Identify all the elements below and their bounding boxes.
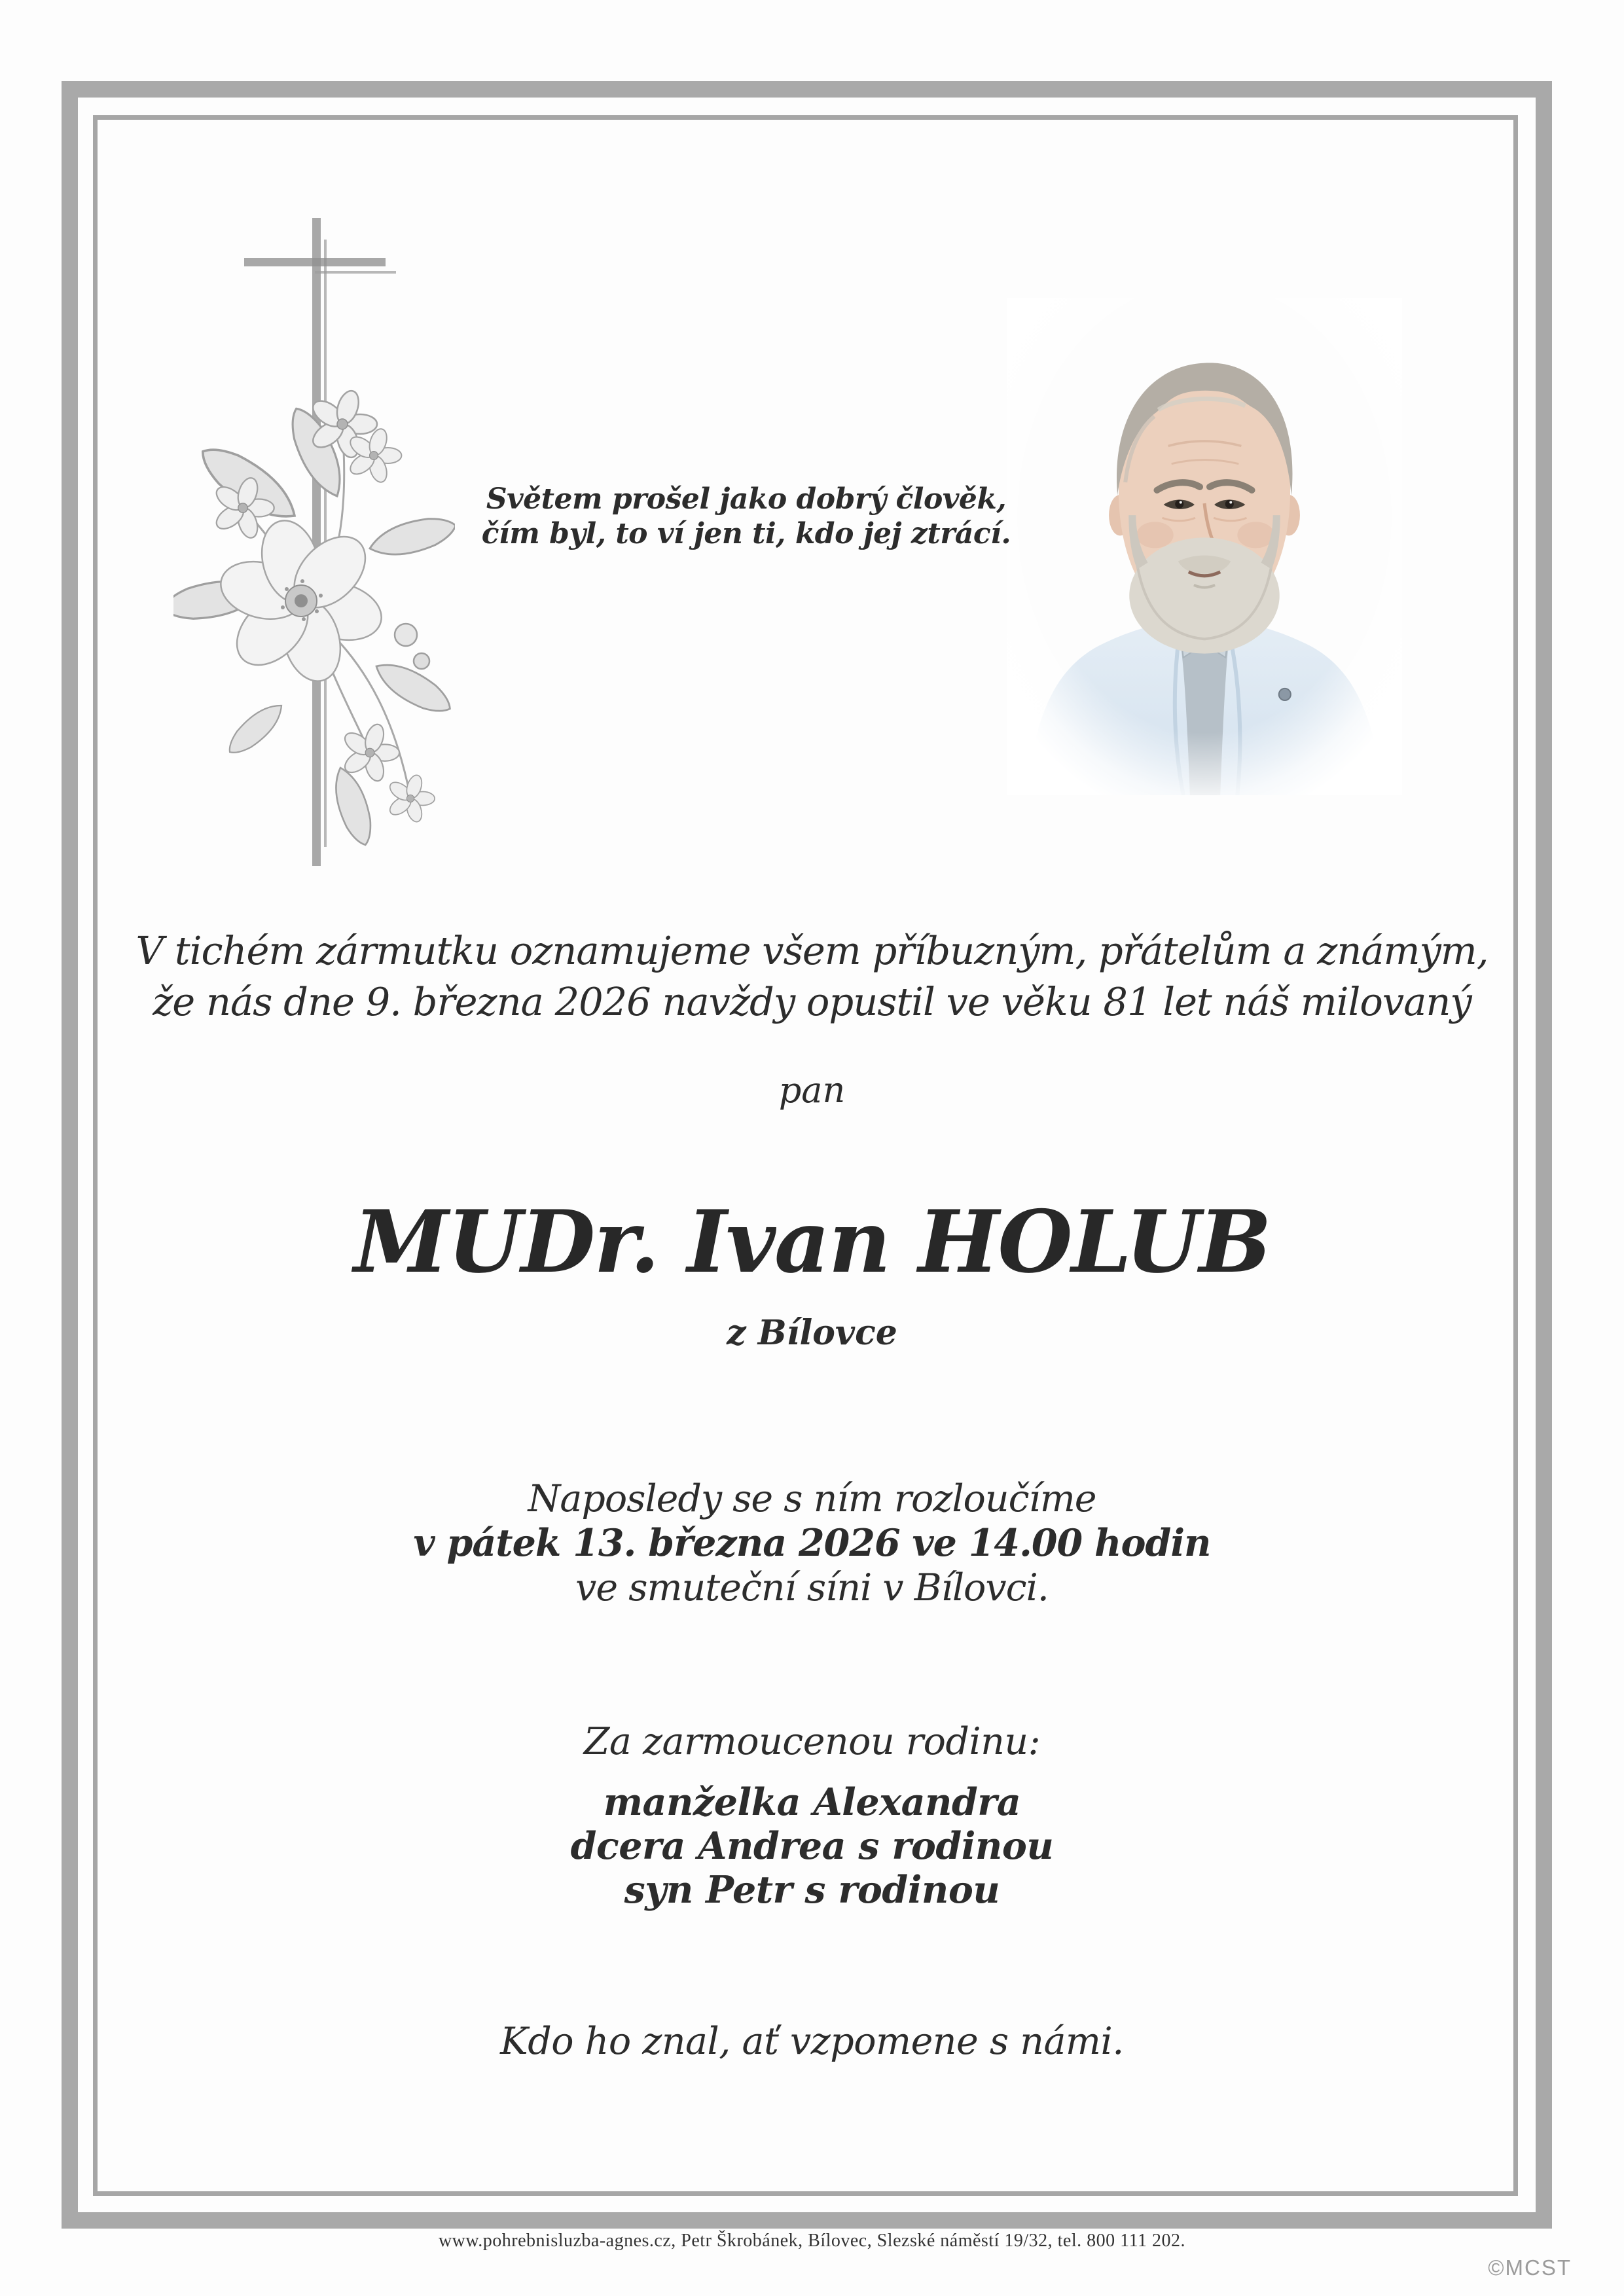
announcement-line-1: V tichém zármutku oznamujeme všem příbuzným, přátelům a známým, — [135, 928, 1489, 973]
family-intro: Za zarmoucenou rodinu: — [583, 1720, 1041, 1763]
farewell-details — [59, 1477, 1565, 1610]
family-member-daughter: dcera Andrea s rodinou — [570, 1824, 1054, 1868]
announcement-text — [59, 925, 1565, 1028]
funeral-service-contact: www.pohrebnisluzba-agnes.cz, Petr Škrobánek, Bílovec, Slezské náměstí 19/32, tel. 800 111 202. — [438, 2231, 1186, 2251]
salutation: pan — [778, 1069, 846, 1111]
deceased-origin: z Bílovce — [727, 1313, 897, 1353]
quote-line-1: Světem prošel jako dobrý člověk, — [486, 482, 1007, 516]
closing-sentence: Kdo ho znal, ať vzpomene s námi. — [500, 2020, 1124, 2063]
deceased-name: MUDr. Ivan HOLUB — [353, 1191, 1271, 1292]
quote-line-2: čím byl, to ví jen ti, kdo jej ztrácí. — [481, 517, 1011, 550]
family-member-wife: manželka Alexandra — [603, 1780, 1021, 1824]
farewell-line-1: Naposledy se s ním rozloučíme — [528, 1477, 1096, 1520]
farewell-place: ve smuteční síni v Bílovci. — [575, 1566, 1049, 1609]
memorial-quote — [157, 482, 1335, 551]
printer-watermark: ©MCST — [1488, 2255, 1572, 2280]
family-list — [59, 1780, 1565, 1912]
farewell-date-time: v pátek 13. března 2026 ve 14.00 hodin — [413, 1521, 1211, 1565]
announcement-line-2: že nás dne 9. března 2026 navždy opustil ve věku 81 let náš milovaný — [153, 979, 1471, 1024]
family-member-son: syn Petr s rodinou — [624, 1868, 1000, 1912]
